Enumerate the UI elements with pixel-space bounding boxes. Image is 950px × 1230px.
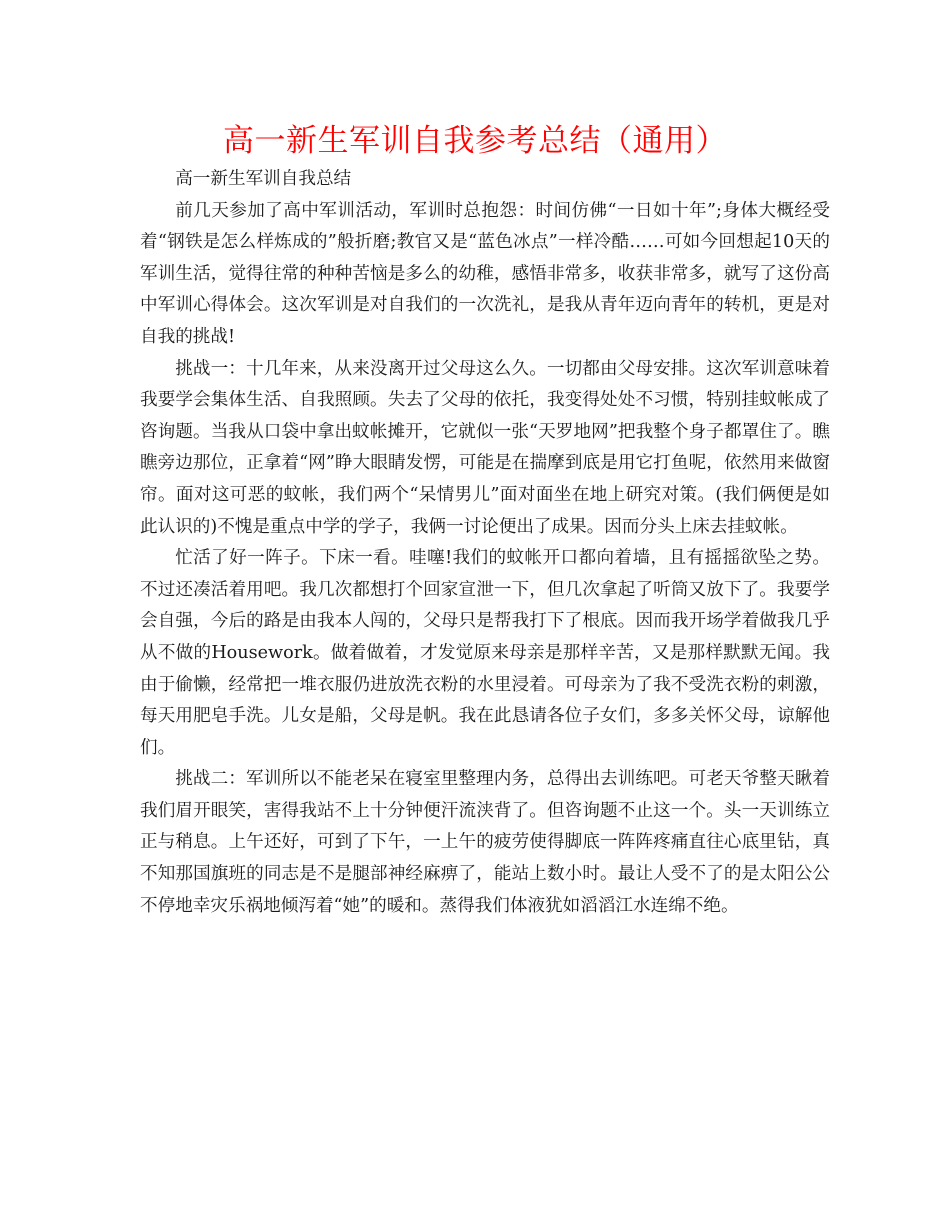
paragraph: 前几天参加了高中军训活动，军训时总抱怨：时间仿佛“一日如十年”;身体大概经受着“钢铁是怎么样炼成的”般折磨;教官又是“蓝色冰点”一样冷酷……可如今回想起10天的军训生活，觉得往常的种种苦恼是多么的幼稚，感悟非常多，收获非常多，就写了这份高中军训心得体会。这次军训是对自我们的一次洗礼，是我从青年迈向青年的转机，更是对自我的挑战! [140, 200, 830, 347]
document-title: 高一新生军训自我参考总结（通用） [223, 123, 727, 159]
paragraph: 挑战一：十几年来，从来没离开过父母这么久。一切都由父母安排。这次军训意味着我要学会集体生活、自我照顾。失去了父母的依托，我变得处处不习惯，特别挂蚊帐成了咨询题。当我从口袋中拿出蚊帐摊开，它就似一张“天罗地网”把我整个身子都罩住了。瞧瞧旁边那位，正拿着“网”睁大眼睛发愣，可能是在揣摩到底是用它打鱼呢，依然用来做窗帘。面对这可恶的蚊帐，我们两个“呆情男儿”面对面坐在地上研究对策。(我们俩便是如此认识的)不愧是重点中学的学子，我俩一讨论便出了成果。因而分头上床去挂蚊帐。 [140, 358, 830, 537]
paragraph: 挑战二：军训所以不能老呆在寝室里整理内务，总得出去训练吧。可老天爷整天瞅着我们眉开眼笑，害得我站不上十分钟便汗流浃背了。但咨询题不止这一个。头一天训练立正与稍息。上午还好，可到了下午，一上午的疲劳使得脚底一阵阵疼痛直往心底里钻，真不知那国旗班的同志是不是腿部神经麻痹了，能站上数小时。最让人受不了的是太阳公公不停地幸灾乐祸地倾泻着“她”的暖和。蒸得我们体液犹如滔滔江水连绵不绝。 [140, 769, 830, 916]
paragraph: 高一新生军训自我总结 [175, 169, 352, 189]
paragraph: 忙活了好一阵子。下床一看。哇噻!我们的蚊帐开口都向着墙，且有摇摇欲坠之势。不过还凑活着用吧。我几次都想打个回家宣泄一下，但几次拿起了听筒又放下了。我要学会自强，今后的路是由我本人闯的，父母只是帮我打下了根底。因而我开场学着做我几乎从不做的Housework。做着做着，才发觉原来母亲是那样辛苦，又是那样默默无闻。我由于偷懒，经常把一堆衣服仍进放洗衣粉的水里浸着。可母亲为了我不受洗衣粉的刺激，每天用肥皂手洗。儿女是船，父母是帆。我在此恳请各位子女们，多多关怀父母，谅解他们。 [140, 548, 830, 758]
document-body [140, 164, 830, 922]
